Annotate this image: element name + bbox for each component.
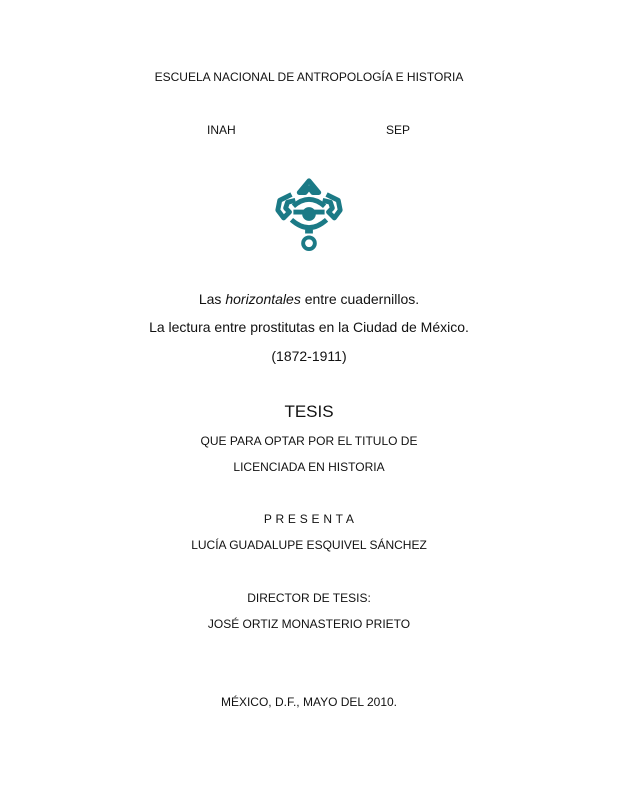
presents-label: P R E S E N T A (263, 512, 355, 526)
director-name: JOSÉ ORTIZ MONASTERIO PRIETO (207, 617, 411, 631)
org-inah: INAH (207, 123, 236, 137)
degree-purpose-line-2: LICENCIADA EN HISTORIA (233, 460, 385, 474)
degree-purpose-line-1: QUE PARA OPTAR POR EL TITULO DE (200, 434, 418, 448)
place-date: MÉXICO, D.F., MAYO DEL 2010. (220, 695, 398, 709)
institution-name: ESCUELA NACIONAL DE ANTROPOLOGÍA E HISTORIA (154, 70, 464, 84)
title-italic-word: horizontales (225, 291, 301, 307)
thesis-title-line-2: La lectura entre prostitutas en la Ciudad de México. (149, 319, 469, 335)
thesis-title-line-1 (0, 291, 618, 307)
thesis-title-years: (1872-1911) (271, 348, 347, 364)
director-label: DIRECTOR DE TESIS: (247, 591, 371, 605)
title-prefix: Las (198, 291, 226, 307)
author-name: LUCÍA GUADALUPE ESQUIVEL SÁNCHEZ (191, 538, 427, 552)
thesis-heading: TESIS (284, 402, 334, 421)
org-sep: SEP (386, 123, 411, 137)
title-suffix: entre cuadernillos. (300, 291, 420, 307)
enah-emblem-icon (270, 175, 348, 253)
